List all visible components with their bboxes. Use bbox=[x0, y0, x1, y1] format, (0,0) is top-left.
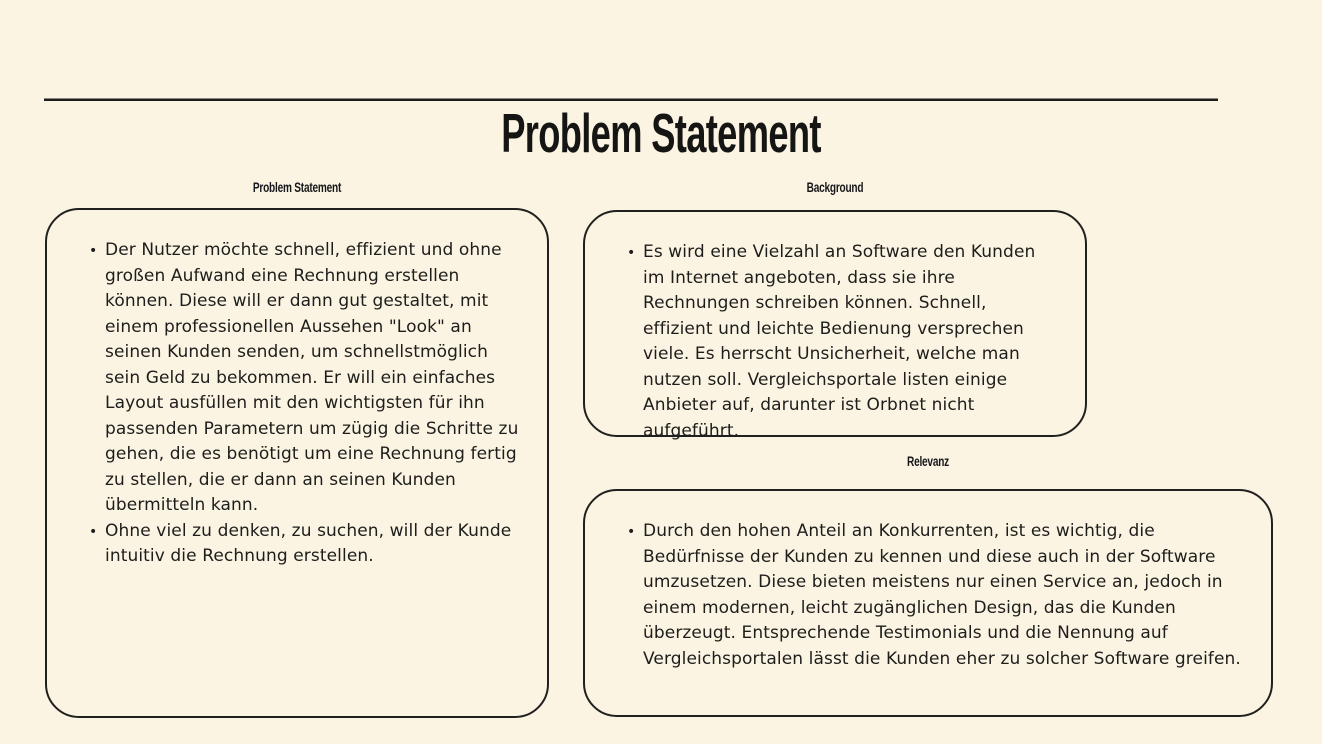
problem-statement-card bbox=[45, 208, 549, 718]
bullet-item: • Der Nutzer möchte schnell, effizient und ohne großen Aufwand eine Rechnung erstellen können. Diese will er dann gut gestaltet, mit einem professionellen Aussehen "Look" an seinen Kunden senden, um schnellstmöglich sein Geld zu bekommen. Er will ein einfaches Layout ausfüllen mit den wichtigsten für ihn passenden Parametern um zügig die Schritte zu gehen, die es benötigt um eine Rechnung fertig zu stellen, die er dann an seinen Kunden übermitteln kann. bbox=[105, 238, 523, 519]
problem-statement-bullet-list bbox=[47, 210, 547, 570]
relevanz-bullet-list bbox=[585, 491, 1271, 672]
section-label-relevanz: Relevanz bbox=[907, 453, 949, 469]
background-card bbox=[583, 210, 1087, 441]
page-title: Problem Statement bbox=[501, 102, 821, 164]
bullet-item: • Ohne viel zu denken, zu suchen, will der Kunde intuitiv die Rechnung erstellen. bbox=[105, 519, 523, 570]
section-label-problem-statement: Problem Statement bbox=[252, 179, 342, 195]
section-label-background: Background bbox=[806, 179, 864, 195]
bullet-item: • Durch den hohen Anteil an Konkurrenten, ist es wichtig, die Bedürfnisse der Kunden zu kennen und diese auch in der Software umzusetzen. Diese bieten meistens nur einen Service an, jedoch in einem modernen, leicht zugänglichen Design, das die Kunden überzeugt. Entsprechende Testimonials und die Nennung auf Vergleichsportalen lässt die Kunden eher zu solcher Software greifen. bbox=[643, 519, 1247, 672]
background-bullet-list bbox=[585, 212, 1085, 444]
bullet-item: • Es wird eine Vielzahl an Software den Kunden im Internet angeboten, dass sie ihre Rechnungen schreiben können. Schnell, effizient und leichte Bedienung versprechen viele. Es herrscht Unsicherheit, welche man nutzen soll. Vergleichsportale listen einige Anbieter auf, darunter ist Orbnet nicht aufgeführt. bbox=[643, 240, 1061, 444]
relevanz-card bbox=[583, 489, 1273, 717]
